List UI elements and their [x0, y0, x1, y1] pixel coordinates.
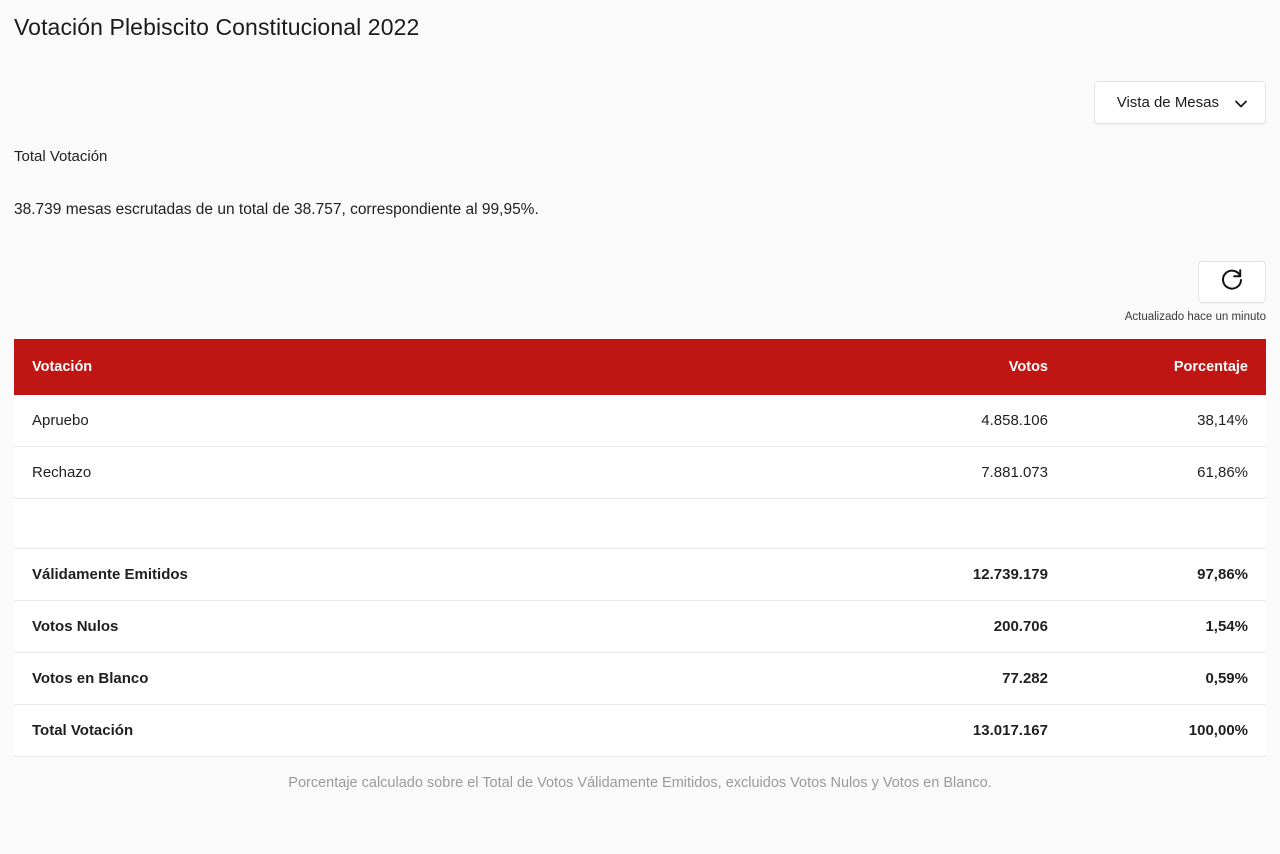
table-row [14, 447, 1266, 499]
option-votes: 4.858.106 [736, 395, 1066, 447]
column-header-option: Votación [14, 339, 736, 395]
results-table-head [14, 339, 1266, 395]
separator-cell [14, 499, 736, 549]
table-row [14, 601, 1266, 653]
view-mode-select[interactable] [1094, 81, 1266, 124]
total-votes: 13.017.167 [736, 705, 1066, 757]
table-row [14, 395, 1266, 447]
total-label: Votos en Blanco [14, 653, 736, 705]
table-header-row [14, 339, 1266, 395]
table-row [14, 549, 1266, 601]
option-percent: 38,14% [1066, 395, 1266, 447]
option-percent: 61,86% [1066, 447, 1266, 499]
chevron-down-icon [1233, 96, 1247, 110]
mesas-escrutadas-text: 38.739 mesas escrutadas de un total de 38.757, correspondiente al 99,95%. [14, 201, 539, 218]
last-updated-text: Actualizado hace un minuto [1124, 311, 1266, 323]
option-votes: 7.881.073 [736, 447, 1066, 499]
total-percent: 100,00% [1066, 705, 1266, 757]
total-percent: 1,54% [1066, 601, 1266, 653]
total-label: Total Votación [14, 705, 736, 757]
table-row [14, 705, 1266, 757]
refresh-block [14, 261, 1266, 323]
refresh-icon [1219, 267, 1245, 298]
column-header-votes: Votos [736, 339, 1066, 395]
table-row [14, 653, 1266, 705]
option-label: Apruebo [14, 395, 736, 447]
total-percent: 97,86% [1066, 549, 1266, 601]
table-footnote: Porcentaje calculado sobre el Total de Votos Válidamente Emitidos, excluidos Votos Nulos y Votos en Blanco. [288, 775, 992, 791]
total-votes: 200.706 [736, 601, 1066, 653]
column-header-percent: Porcentaje [1066, 339, 1266, 395]
view-selector-row [14, 81, 1266, 124]
view-mode-label: Vista de Mesas [1116, 94, 1219, 111]
total-label: Válidamente Emitidos [14, 549, 736, 601]
separator-cell [736, 499, 1066, 549]
separator-cell [1066, 499, 1266, 549]
table-separator-row [14, 499, 1266, 549]
total-percent: 0,59% [1066, 653, 1266, 705]
page-title: Votación Plebiscito Constitucional 2022 [14, 14, 420, 40]
total-votes: 12.739.179 [736, 549, 1066, 601]
results-table-body [14, 395, 1266, 757]
total-votes: 77.282 [736, 653, 1066, 705]
total-label: Votos Nulos [14, 601, 736, 653]
option-label: Rechazo [14, 447, 736, 499]
total-votacion-label: Total Votación [14, 148, 108, 165]
results-table [14, 339, 1266, 757]
refresh-button[interactable] [1198, 261, 1266, 303]
